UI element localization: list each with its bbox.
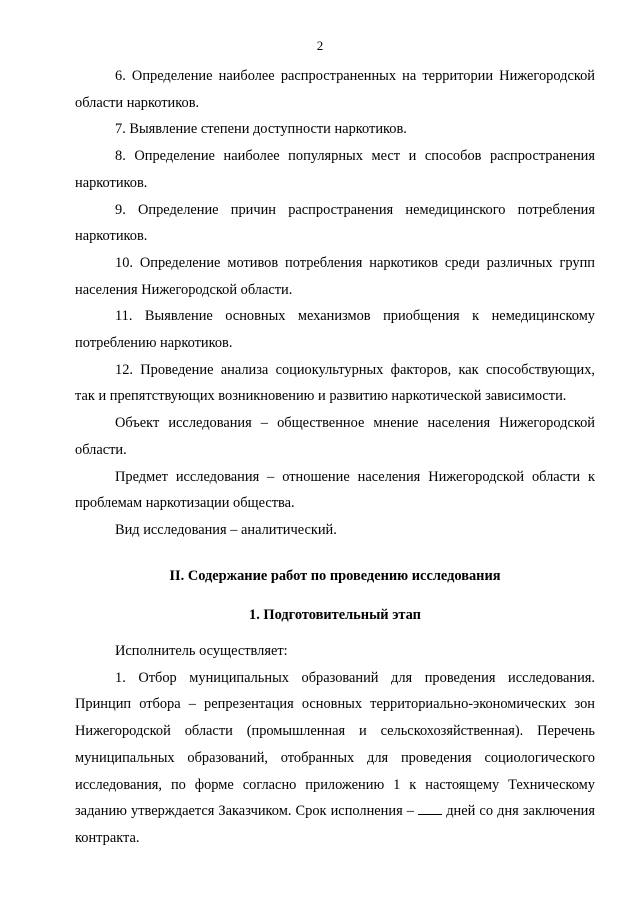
- list-item-8: 8. Определение наиболее популярных мест и способов распространения наркотиков.: [75, 148, 595, 191]
- page-content: [75, 63, 595, 852]
- subsection-heading: 1. Подготовительный этап: [249, 607, 421, 624]
- intro-text: Исполнитель осуществляет:: [115, 643, 288, 660]
- list-item-12: 12. Проведение анализа социокультурных факторов, как способствующих, так и препятствующих возникновению и развитию наркотической зависимости.: [75, 361, 595, 405]
- research-type: Вид исследования – аналитический.: [115, 521, 337, 538]
- blank-days-field: [418, 803, 442, 815]
- task-item-1-text: 1. Отбор муниципальных образований для проведения исследования. Принцип отбора – репрезентация основных территориально-экономических зон Нижегородской области (промышленная и сельскохозяйственная). Перечень муниципальных образований, отобранных для проведения социологического исследования, по форме согласно приложению 1 к настоящему Техническому заданию утверждается Заказчиком. Срок исполнения –: [75, 669, 595, 820]
- list-item-6: 6. Определение наиболее распространенных на территории Нижегородской области наркотиков.: [75, 68, 595, 111]
- list-item-11: 11. Выявление основных механизмов приобщения к немедицинскому потреблению наркотиков.: [75, 308, 595, 352]
- page-number: 2: [316, 38, 324, 53]
- list-item-7: 7. Выявление степени доступности наркотиков.: [115, 121, 407, 138]
- list-item-9: 9. Определение причин распространения немедицинского потребления наркотиков.: [75, 201, 595, 245]
- list-item-10: 10. Определение мотивов потребления наркотиков среди различных групп населения Нижегородской области.: [75, 254, 595, 298]
- section-heading: II. Содержание работ по проведению исследования: [169, 567, 501, 584]
- research-object: Объект исследования – общественное мнение населения Нижегородской области.: [75, 415, 595, 458]
- task-item-1-ending: дней со дня заключения контракта.: [75, 803, 595, 846]
- research-subject: Предмет исследования – отношение населения Нижегородской области к проблемам наркотизации общества.: [75, 468, 595, 512]
- task-item-1: [75, 665, 595, 852]
